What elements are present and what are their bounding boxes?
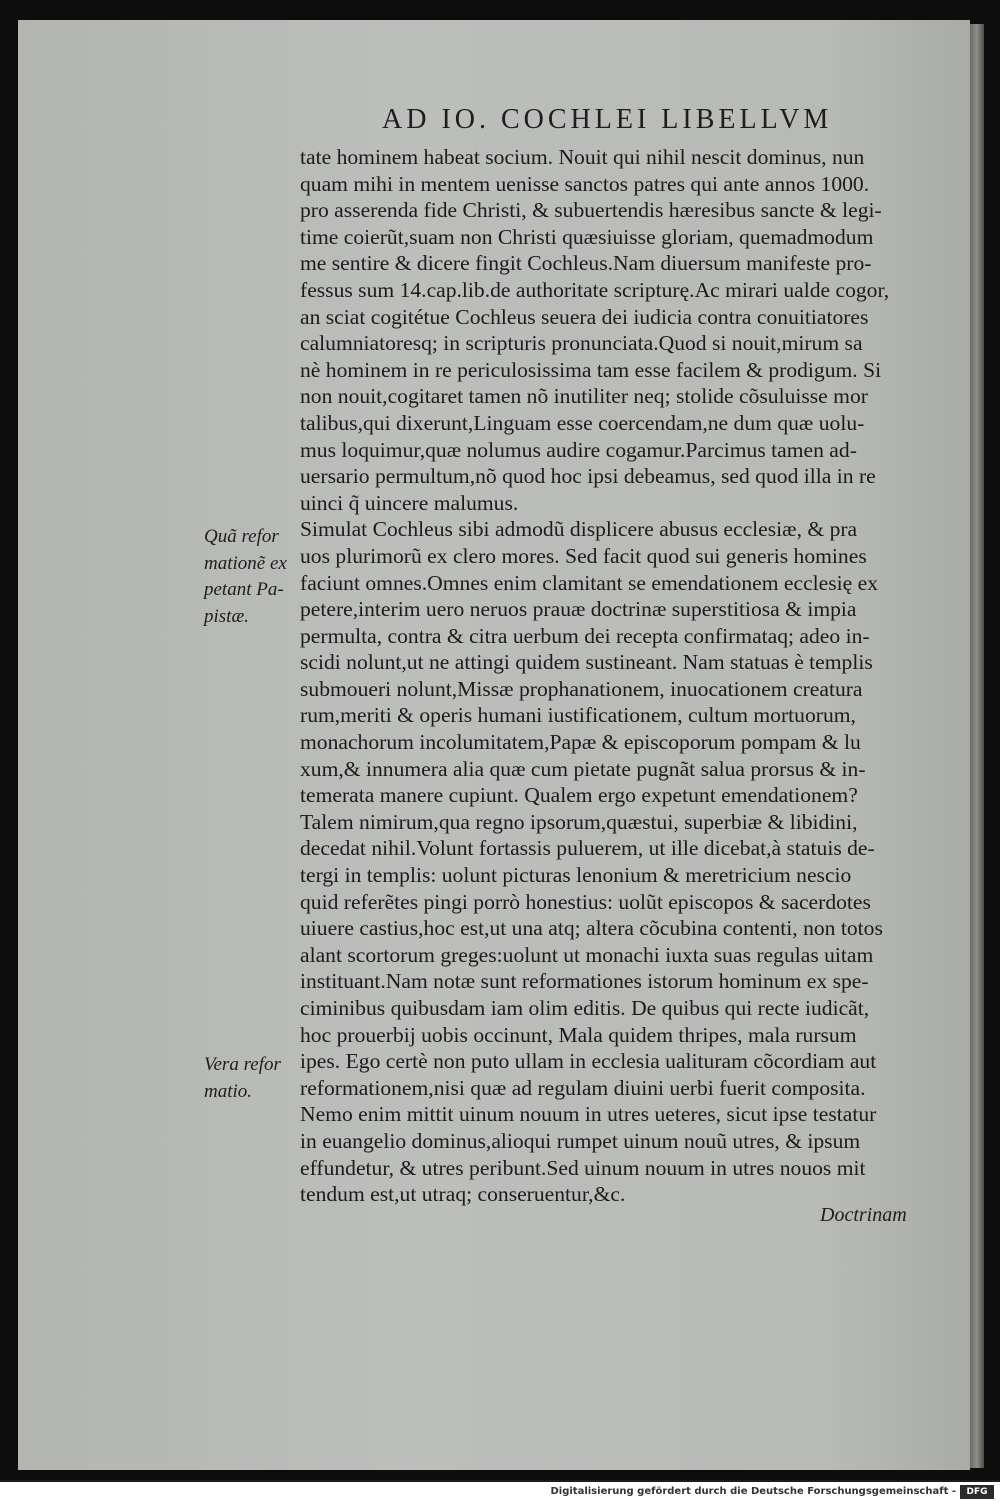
text-line: nè hominem in re periculosissima tam esse facilem & prodigum. Si [300,357,882,382]
text-line: reformationem,nisi quæ ad regulam diuini uerbi fuerit composita. [300,1075,866,1100]
text-line: ciminibus quibusdam iam olim editis. De quibus qui recte iudicãt, [300,996,870,1020]
margin-note-line: mationẽ ex [204,552,287,574]
text-line: petere,interim uero neruos prauæ doctrinæ superstitiosa & impia [300,597,857,622]
text-line: hoc prouerbij uobis occinunt, Mala quidem thripes, mala rursum [300,1022,857,1047]
text-line: in euangelio dominus,alioqui rumpet uinum nouũ utres, & ipsum [300,1128,861,1153]
text-line: tergi in templis: uolunt picturas lenonium & meretricium nescio [300,863,852,888]
text-line: monachorum incolumitatem,Papæ & episcoporum pompam & lu [300,730,861,755]
catchword: Doctrinam [820,1204,907,1226]
text-line: uos plurimorũ ex clero mores. Sed facit quod sui generis homines [300,543,867,568]
text-line: uersario permultum,nõ quod hoc ipsi debeamus, sed quod illa in re [300,464,876,489]
margin-note-line: pistæ. [204,605,249,627]
text-line: calumniatoresq; in scripturis pronunciata.Quod si nouit,mirum sa [300,331,863,356]
text-line: faciunt omnes.Omnes enim clamitant se emendationem ecclesię ex [300,570,879,595]
text-line: an sciat cogitétue Cochleus seuera dei iudicia contra conuitiatores [300,304,869,329]
text-line: talibus,qui dixerunt,Linguam esse coercendam,ne dum quæ uolu- [300,410,865,435]
text-line: tendum est,ut utraq; conseruentur,&c. [300,1182,626,1207]
text-line: xum,& innumera alia quæ cum pietate pugnãt salua prorsus & in- [300,756,866,781]
margin-note-reformation-papists [204,524,300,630]
text-line: quid referẽtes pingi porrò honestius: uolũt episcopos & sacerdotes [300,889,871,914]
text-line: submoueri nolunt,Missæ prophanationem, inuocationem creatura [300,676,863,701]
text-line: permulta, contra & citra uerbum dei recepta confirmataq; adeo in- [300,623,870,648]
margin-note-line: Vera refor [204,1054,281,1075]
text-line: instituant.Nam notæ sunt reformationes istorum hominum ex spe- [300,969,869,994]
dfg-logo: DFG [960,1485,994,1499]
margin-note-line: petant Pa- [204,579,284,601]
text-line: me sentire & dicere fingit Cochleus.Nam diuersum manifeste pro- [300,251,872,276]
text-line: fessus sum 14.cap.lib.de authoritate scripturę.Ac mirari ualde cogor, [300,277,890,302]
text-line: mus loquimur,quæ nolumus audire cogamur.Parcimus tamen ad- [300,437,857,462]
funding-notice: Digitalisierung gefördert durch die Deutsche Forschungsgemeinschaft - [550,1486,956,1497]
text-line: tate hominem habeat socium. Nouit qui nihil nescit dominus, nun [300,145,865,169]
page-edge [970,24,984,1468]
text-line: Simulat Cochleus sibi admodũ displicere abusus ecclesiæ, & pra [300,517,858,542]
text-line: Talem nimirum,qua regno ipsorum,quæstui, superbiæ & libidini, [300,809,858,834]
text-line: decedat nihil.Volunt fortassis puluerem, ut ille dicebat,à statuis de- [300,836,875,861]
text-line: rum,meriti & operis humani iustificationem, cultum mortuorum, [300,703,856,728]
text-line: ipes. Ego certè non puto ullam in ecclesia ualituram cõcordiam aut [300,1049,877,1074]
body-text [300,144,940,1208]
text-line: scidi nolunt,ut ne attingi quidem sustineant. Nam statuas è templis [300,650,873,675]
text-line: uiuere castius,hoc est,ut una atq; altera cõcubina contenti, non totos [300,916,883,941]
margin-note-line: Quã refor [204,526,279,547]
text-line: quam mihi in mentem uenisse sanctos patres qui ante annos 1000. [300,171,870,196]
text-line: non nouit,cogitaret tamen nõ inutiliter neq; stolide cõsuluisse mor [300,384,868,409]
running-head: AD IO. COCHLEI LIBELLVM [382,104,833,135]
text-line: effundetur, & utres peribunt.Sed uinum nouum in utres nouos mit [300,1155,866,1180]
text-line: uinci q̃ uincere malumus. [300,490,519,515]
text-line: pro asserenda fide Christi, & subuertendis hæresibus sancte & legi- [300,198,882,223]
text-line: temerata manere cupiunt. Qualem ergo expetunt emendationem? [300,783,858,808]
text-line: time coierũt,suam non Christi quæsiuisse gloriam, quemadmodum [300,224,874,249]
text-line: Nemo enim mittit uinum nouum in utres ueteres, sicut ipse testatur [300,1102,877,1127]
footer-bar [0,1482,1000,1502]
margin-note-true-reformation [204,1052,300,1105]
text-line: alant scortorum greges:uolunt ut monachi iuxta suas regulas uitam [300,942,874,967]
margin-note-line: matio. [204,1080,253,1102]
